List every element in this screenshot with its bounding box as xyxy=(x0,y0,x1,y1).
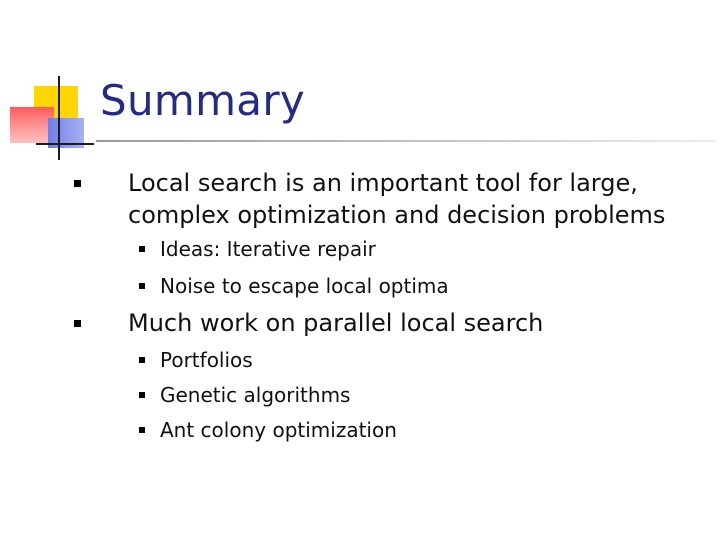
sub-bullet-2-1: Portfolios xyxy=(160,348,253,372)
logo-horizontal-line xyxy=(36,143,94,145)
square-bullet-icon xyxy=(139,246,145,252)
title-divider xyxy=(96,140,716,142)
bullet-1-line-2: complex optimization and decision problems xyxy=(128,201,666,229)
sub-bullet-1-1: Ideas: Iterative repair xyxy=(160,237,376,261)
square-bullet-icon xyxy=(74,320,81,327)
square-bullet-icon xyxy=(139,283,145,289)
square-bullet-icon xyxy=(139,427,145,433)
logo-vertical-line xyxy=(58,76,60,160)
sub-bullet-1-2: Noise to escape local optima xyxy=(160,274,449,298)
square-bullet-icon xyxy=(74,180,81,187)
square-bullet-icon xyxy=(139,392,145,398)
bullet-2-line-1: Much work on parallel local search xyxy=(128,309,544,337)
slide-title: Summary xyxy=(100,76,306,125)
sub-bullet-2-2: Genetic algorithms xyxy=(160,383,351,407)
square-bullet-icon xyxy=(139,357,145,363)
bullet-1-line-1: Local search is an important tool for large, xyxy=(128,169,638,197)
sub-bullet-2-3: Ant colony optimization xyxy=(160,418,397,442)
